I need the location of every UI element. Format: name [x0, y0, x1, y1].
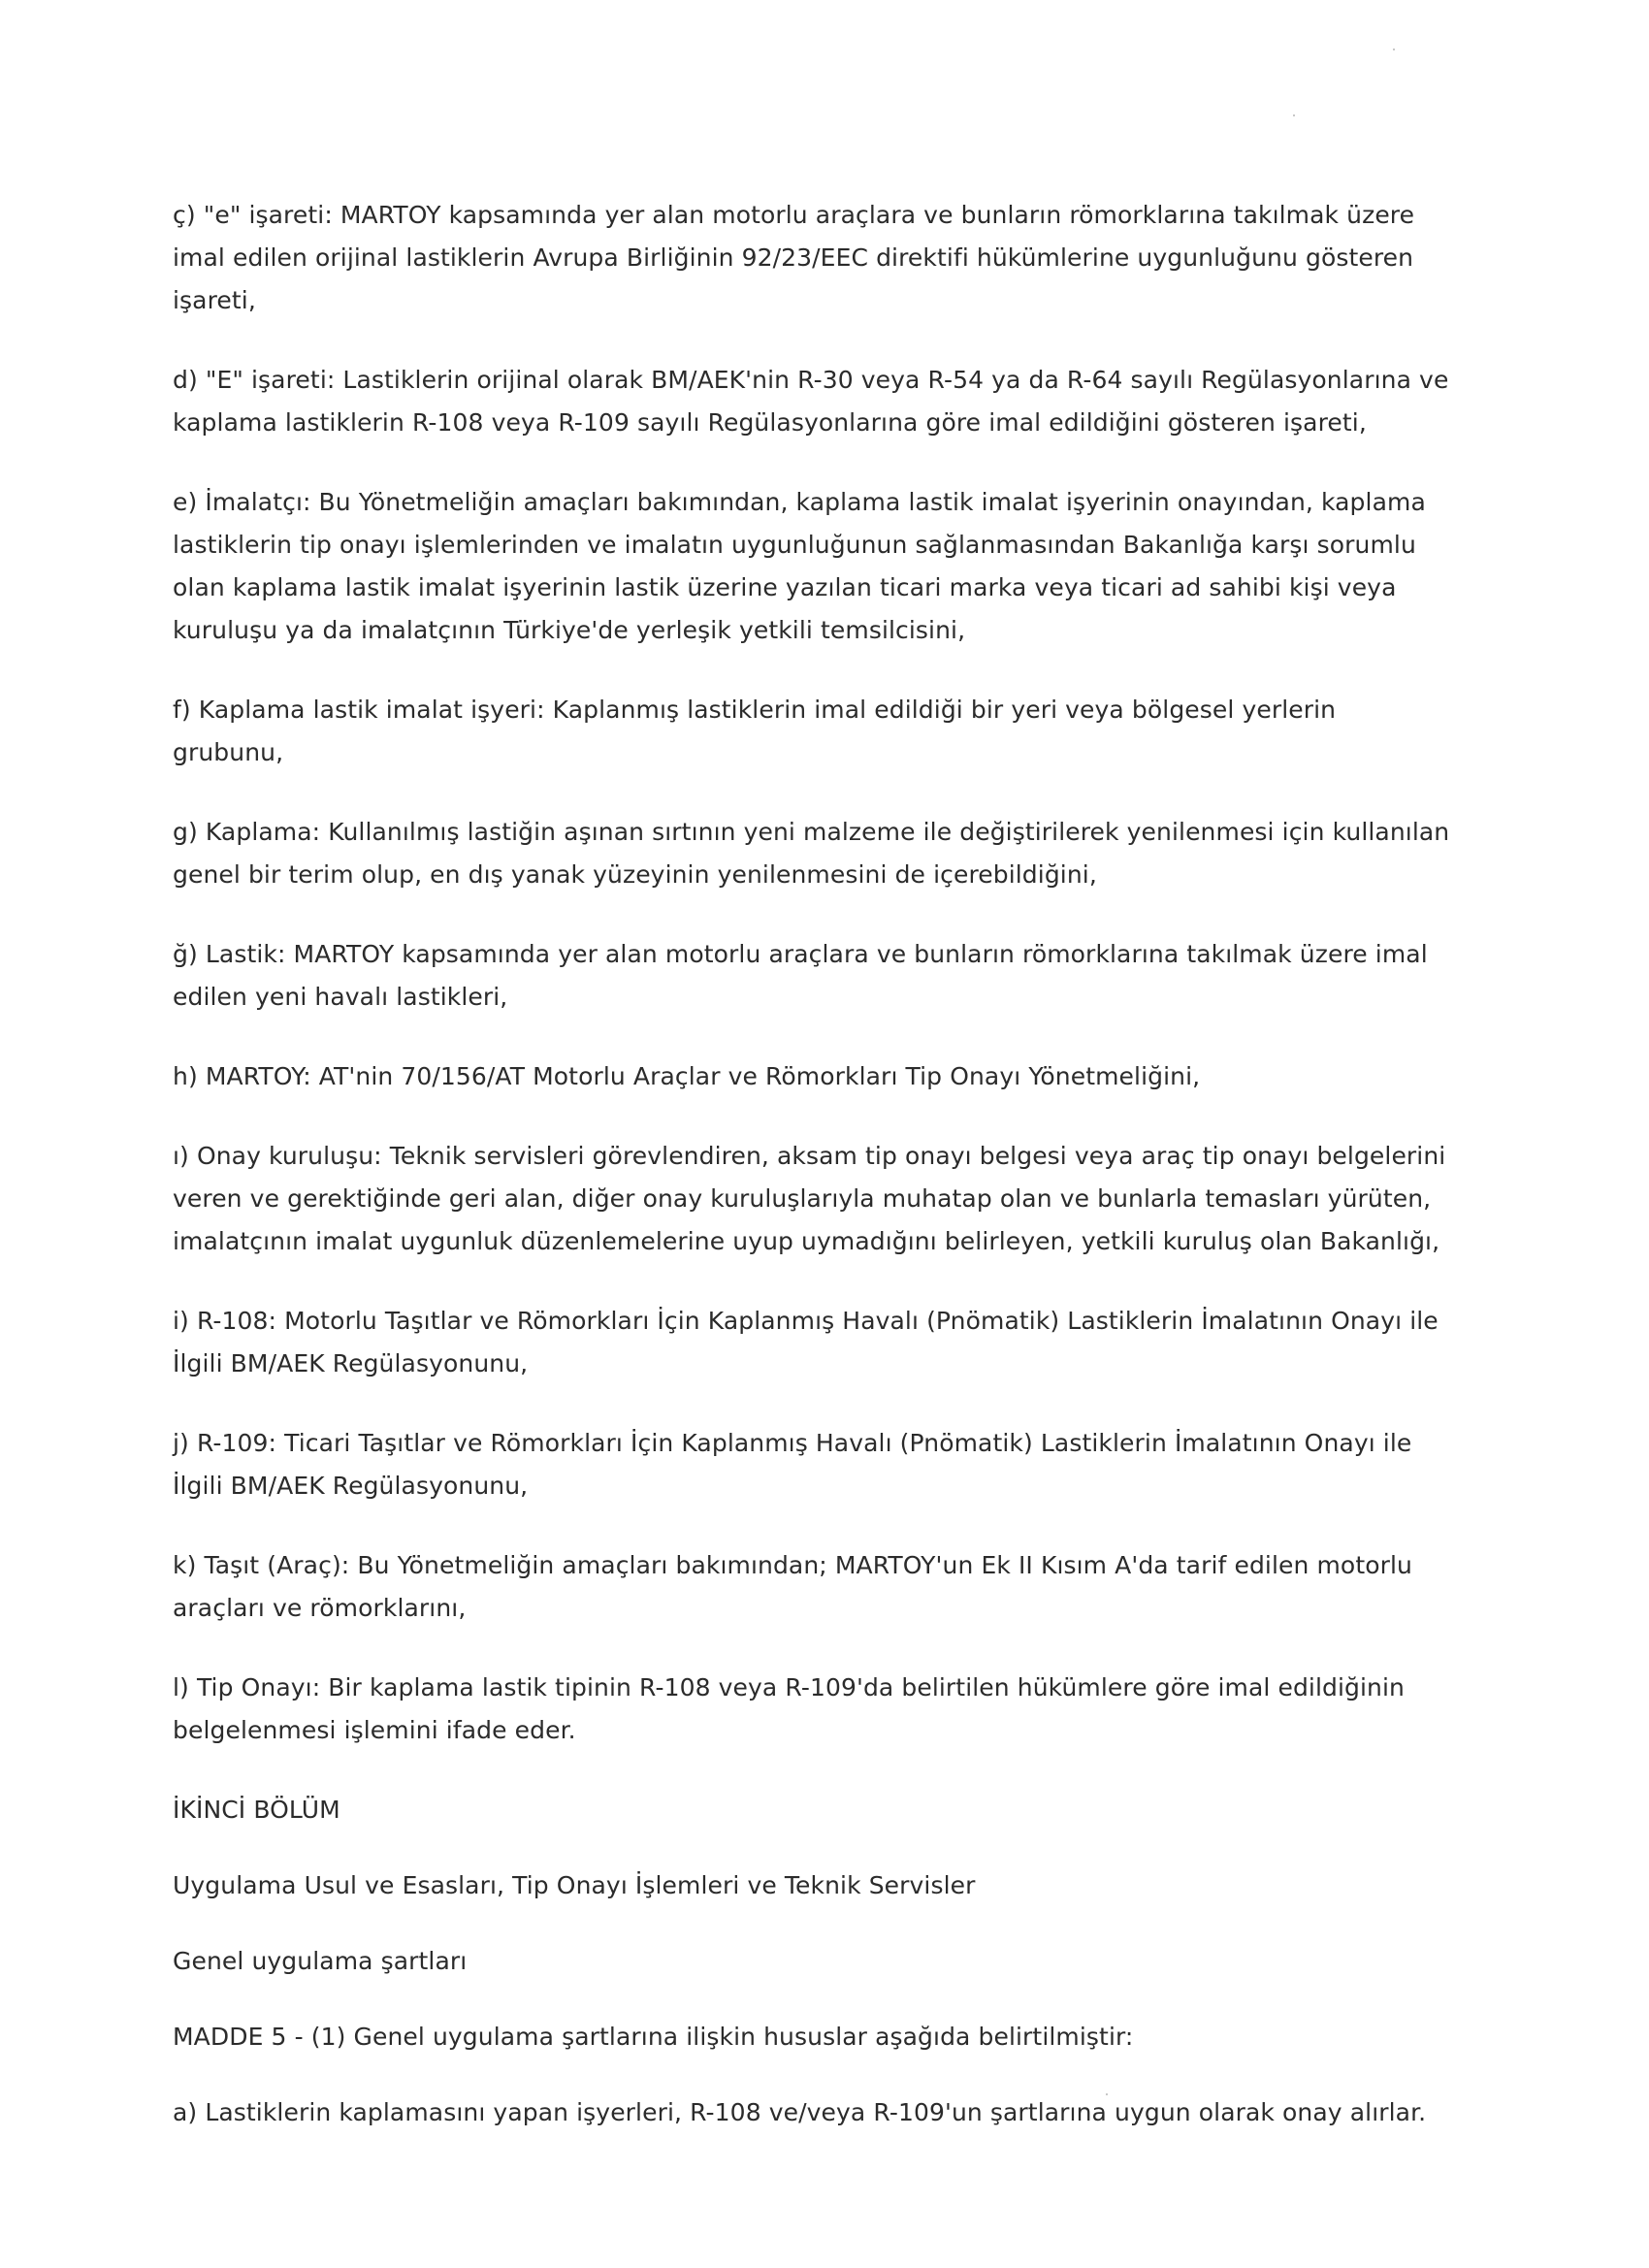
definition-g-breve-tyre: ğ) Lastik: MARTOY kapsamında yer alan motorlu araçlara ve bunların römorklarına takılmak üzere imal edilen yeni havalı lastikleri, — [173, 940, 1428, 1011]
scan-speck — [1106, 2093, 1108, 2095]
definition-dotless-i-approval-authority: ı) Onay kuruluşu: Teknik servisleri görevlendiren, aksam tip onayı belgesi veya araç tip onayı belgelerini veren ve gerektiğinde geri alan, diğer onay kuruluşlarıyla muhatap olan ve bunlarla temasları yürüten, imalatçının imalat uygunluk düzenlemelerine uyup uymadığını belirleyen, yetkili kuruluş olan Bakanlığı, — [173, 1142, 1446, 1255]
definition-g-retreading: g) Kaplama: Kullanılmış lastiğin aşınan sırtının yeni malzeme ile değiştirilerek yenilenmesi için kullanılan genel bir terim olup, en dış yanak yüzeyinin yenilenmesini de içerebildiğini, — [173, 818, 1450, 889]
document-page — [173, 194, 1453, 2171]
article-5-intro: MADDE 5 - (1) Genel uygulama şartlarına ilişkin hususlar aşağıda belirtilmiştir: — [173, 2023, 1134, 2051]
definition-e-manufacturer: e) İmalatçı: Bu Yönetmeliğin amaçları bakımından, kaplama lastik imalat işyerinin onayından, kaplama lastiklerin tip onayı işlemlerinden ve imalatın uygunluğunun sağlanmasından Bakanlığa karşı sorumlu olan kaplama lastik imalat işyerinin lastik üzerine yazılan ticari marka veya ticari ad sahibi kişi veya kuruluşu ya da imalatçının Türkiye'de yerleşik yetkili temsilcisini, — [173, 488, 1426, 644]
definition-d-E-mark: d) "E" işareti: Lastiklerin orijinal olarak BM/AEK'nin R-30 veya R-54 ya da R-64 sayılı Regülasyonlarına ve kaplama lastiklerin R-108 veya R-109 sayılı Regülasyonlarına göre imal edildiğini gösteren işareti, — [173, 366, 1449, 437]
scan-speck — [1393, 49, 1395, 50]
definition-j-r109: j) R-109: Ticari Taşıtlar ve Römorkları İçin Kaplanmış Havalı (Pnömatik) Lastiklerin İmalatının Onayı ile İlgili BM/AEK Regülasyonunu, — [173, 1429, 1412, 1500]
definition-k-vehicle: k) Taşıt (Araç): Bu Yönetmeliğin amaçları bakımından; MARTOY'un Ek II Kısım A'da tarif edilen motorlu araçları ve römorklarını, — [173, 1551, 1412, 1622]
subsection-title: Genel uygulama şartları — [173, 1947, 468, 1975]
section-heading: İKİNCİ BÖLÜM — [173, 1796, 340, 1824]
definition-c-cedilla-e-mark: ç) "e" işareti: MARTOY kapsamında yer alan motorlu araçlara ve bunların römorklarına takılmak üzere imal edilen orijinal lastiklerin Avrupa Birliğinin 92/23/EEC direktifi hükümlerine uygunluğunu gösteren işareti, — [173, 201, 1415, 314]
section-title: Uygulama Usul ve Esasları, Tip Onayı İşlemleri ve Teknik Servisler — [173, 1871, 976, 1899]
article-5-item-a: a) Lastiklerin kaplamasını yapan işyerleri, R-108 ve/veya R-109'un şartlarına uygun olarak onay alırlar. — [173, 2098, 1427, 2126]
definition-i-r108: i) R-108: Motorlu Taşıtlar ve Römorkları İçin Kaplanmış Havalı (Pnömatik) Lastiklerin İmalatının Onayı ile İlgili BM/AEK Regülasyonunu, — [173, 1307, 1439, 1377]
definition-h-martoy: h) MARTOY: AT'nin 70/156/AT Motorlu Araçlar ve Römorkları Tip Onayı Yönetmeliğini, — [173, 1062, 1201, 1090]
scan-speck — [1293, 114, 1295, 116]
definition-l-type-approval: l) Tip Onayı: Bir kaplama lastik tipinin R-108 veya R-109'da belirtilen hükümlere göre imal edildiğinin belgelenmesi işlemini ifade eder. — [173, 1673, 1405, 1744]
definition-f-retread-facility: f) Kaplama lastik imalat işyeri: Kaplanmış lastiklerin imal edildiği bir yeri veya bölgesel yerlerin grubunu, — [173, 696, 1337, 766]
